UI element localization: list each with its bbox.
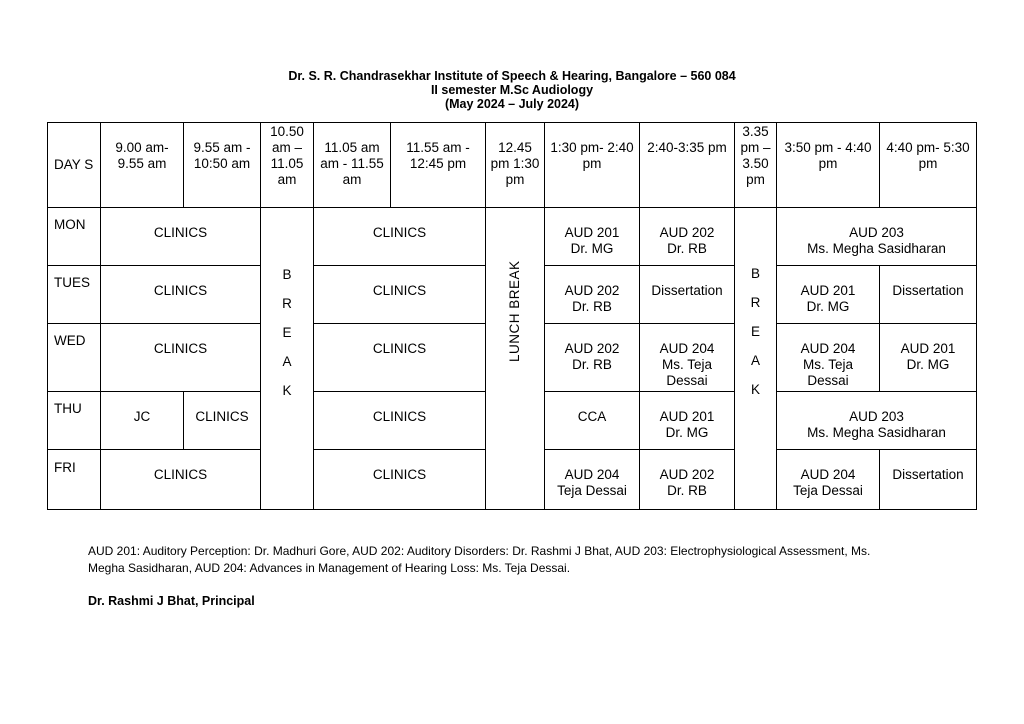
break-letter: R [282,296,292,311]
header-day: DAY S [48,123,101,208]
term-dates: (May 2024 – July 2024) [444,97,580,111]
cell: CLINICS [314,266,486,324]
break-letter: B [750,266,760,281]
principal-signature: Dr. Rashmi J Bhat, Principal [88,594,255,608]
break-letter: K [282,383,292,398]
day-label: FRI [54,459,76,475]
header-slot: 9.55 am - 10:50 am [184,123,261,208]
header-slot: 2:40-3:35 pm [640,123,735,208]
cell: AUD 201 Dr. MG [777,266,880,324]
cell: CLINICS [184,392,261,450]
break-letter: A [282,354,292,369]
cell: AUD 202 Dr. RB [640,450,735,510]
cell: AUD 204 Teja Dessai [545,450,640,510]
day-label: TUES [54,274,91,290]
header-slot: 9.00 am- 9.55 am [101,123,184,208]
header-slot: 11.55 am - 12:45 pm [391,123,486,208]
day-cell [48,450,101,510]
day-cell [48,208,101,266]
break-letter: E [750,324,760,339]
cell: CCA [545,392,640,450]
day-label: MON [54,216,86,232]
cell: AUD 203 Ms. Megha Sasidharan [777,392,977,450]
day-cell [48,324,101,392]
header-slot: 12.45 pm 1:30 pm [486,123,545,208]
break-letter: R [750,295,761,310]
break-letter: A [750,353,760,368]
cell: AUD 201 Dr. MG [880,324,977,392]
day-cell [48,392,101,450]
break-column-2 [735,208,777,510]
header-slot: 10.50 am – 11.05 am [261,123,314,208]
course-title: II semester M.Sc Audiology [430,83,594,97]
cell: CLINICS [101,450,261,510]
cell: JC [101,392,184,450]
cell: AUD 201 Dr. MG [545,208,640,266]
cell: CLINICS [314,208,486,266]
cell: AUD 201 Dr. MG [640,392,735,450]
day-label: WED [54,332,86,348]
break-letter: B [282,267,292,282]
header-slot: 1:30 pm- 2:40 pm [545,123,640,208]
lunch-break-column [486,208,545,510]
cell: AUD 202 Dr. RB [545,324,640,392]
cell: AUD 204 Teja Dessai [777,450,880,510]
cell: CLINICS [101,266,261,324]
cell: AUD 202 Dr. RB [640,208,735,266]
header-row [48,123,977,208]
course-legend: AUD 201: Auditory Perception: Dr. Madhuri Gore, AUD 202: Auditory Disorders: Dr. Rashmi J Bhat, AUD 203: Electrophysiological Assessment, Ms. Megha Sasidharan, AUD 204: Advances in Management of Hearing Loss: Ms. Teja Dessai. [88,544,871,575]
day-label: THU [54,400,82,416]
day-cell [48,266,101,324]
cell: AUD 204 Ms. Teja Dessai [777,324,880,392]
cell: AUD 202 Dr. RB [545,266,640,324]
cell: CLINICS [314,324,486,392]
header-slot: 11.05 am am - 11.55 am [314,123,391,208]
cell: AUD 203 Ms. Megha Sasidharan [777,208,977,266]
header-slot: 3:50 pm - 4:40 pm [777,123,880,208]
cell: AUD 204 Ms. Teja Dessai [640,324,735,392]
break-letter: K [750,382,760,397]
lunch-break-label: LUNCH BREAK [507,260,522,362]
cell: CLINICS [314,450,486,510]
cell: CLINICS [101,208,261,266]
header-slot: 4:40 pm- 5:30 pm [880,123,977,208]
cell: Dissertation [880,266,977,324]
cell: CLINICS [101,324,261,392]
cell: Dissertation [880,450,977,510]
cell: CLINICS [314,392,486,450]
break-letter: E [282,325,292,340]
timetable [47,122,977,510]
header-slot: 3.35 pm – 3.50 pm [735,123,777,208]
cell: Dissertation [640,266,735,324]
institute-title: Dr. S. R. Chandrasekhar Institute of Speech & Hearing, Bangalore – 560 084 [288,69,736,83]
table-row-mon [48,208,977,266]
break-column [261,208,314,510]
